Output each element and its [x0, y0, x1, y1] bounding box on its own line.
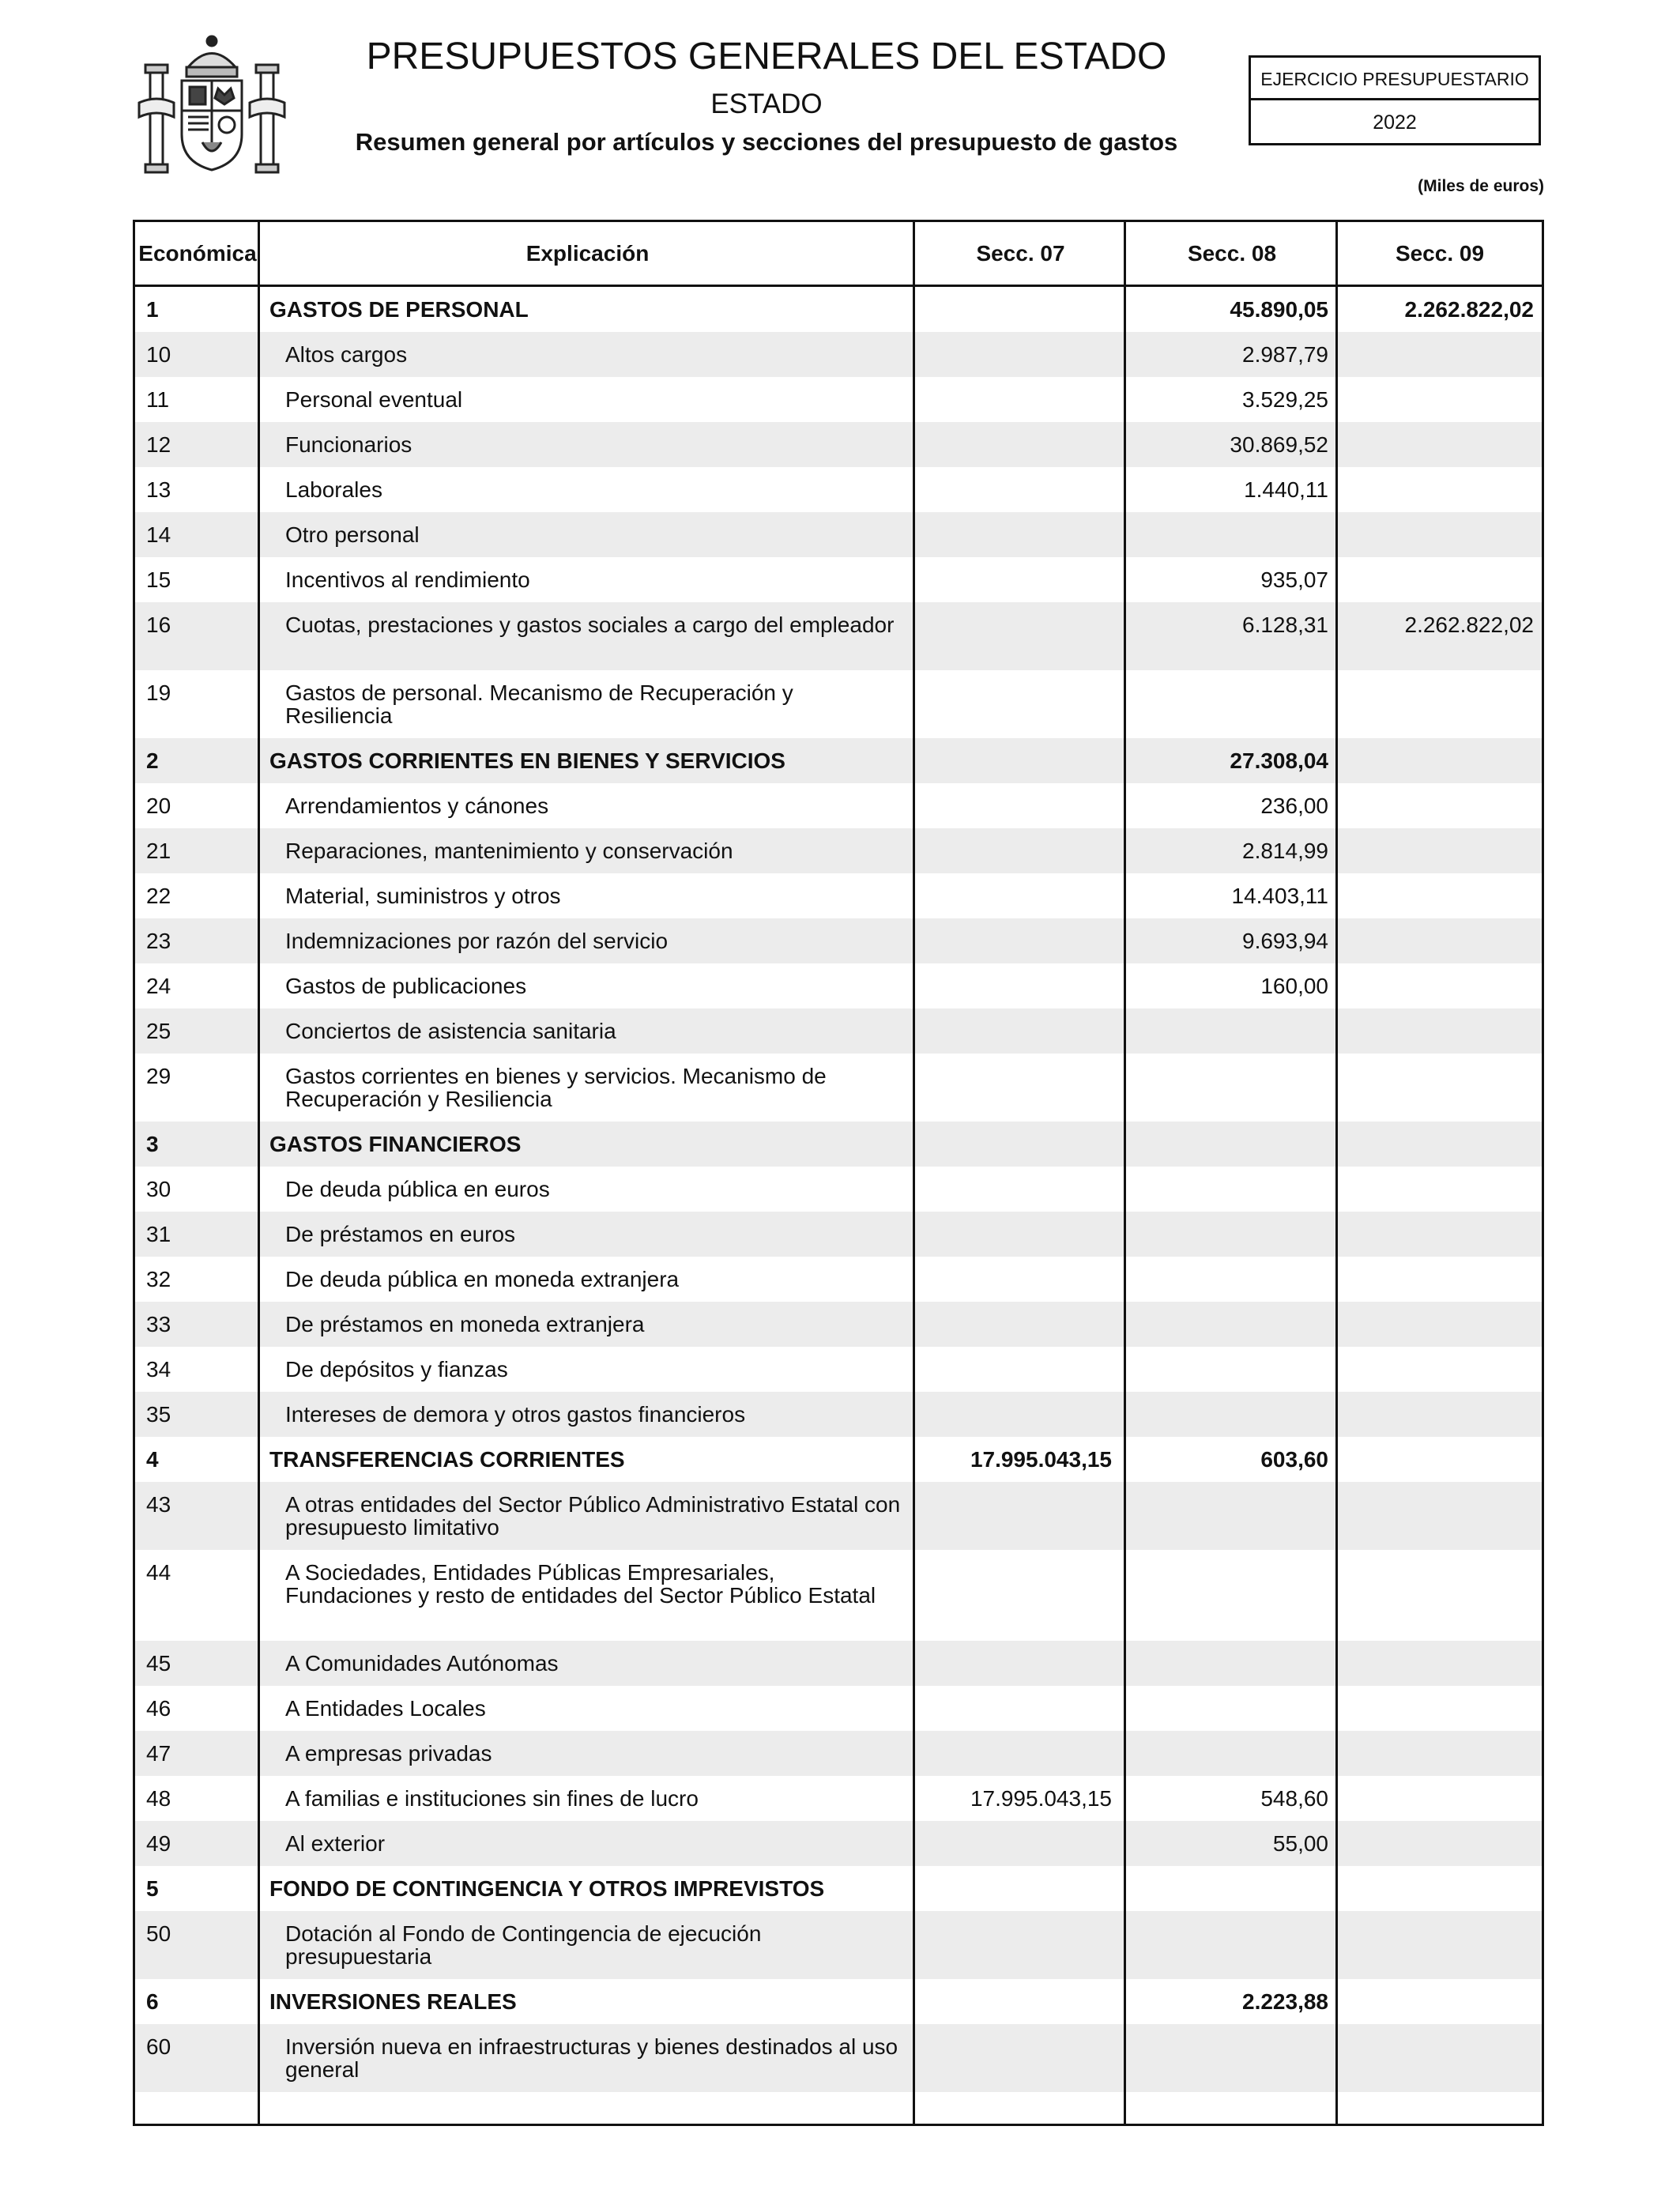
row-secc-07: [917, 828, 1112, 839]
row-secc-09: [1343, 1911, 1534, 1922]
row-secc-08: [1129, 1302, 1328, 1313]
table-row: [135, 422, 1542, 467]
row-secc-07: [917, 873, 1112, 884]
row-secc-07: [917, 1054, 1112, 1065]
row-code: 15: [146, 567, 171, 592]
row-secc-07: 17.995.043,15: [970, 1786, 1112, 1811]
row-secc-07: [917, 602, 1112, 613]
row-secc-09: [1343, 332, 1534, 343]
row-code: 49: [146, 1831, 171, 1856]
row-secc-08: [1129, 1911, 1328, 1922]
row-code: 47: [146, 1741, 171, 1766]
row-explanation: Altos cargos: [285, 342, 408, 367]
row-code: 6: [146, 1989, 159, 2014]
row-secc-08: 160,00: [1260, 974, 1328, 998]
row-code: 23: [146, 929, 171, 953]
row-explanation: Gastos de publicaciones: [285, 974, 527, 998]
row-code: 48: [146, 1786, 171, 1811]
row-explanation: Conciertos de asistencia sanitaria: [285, 1019, 616, 1043]
row-explanation: De deuda pública en euros: [285, 1177, 550, 1201]
row-code: 46: [146, 1696, 171, 1721]
row-secc-09: [1343, 963, 1534, 974]
row-secc-09: [1343, 2024, 1534, 2035]
page-description: Resumen general por artículos y secciones del presupuesto de gastos: [355, 128, 1178, 156]
row-explanation: Al exterior: [285, 1831, 386, 1856]
row-explanation: GASTOS FINANCIEROS: [269, 1132, 522, 1156]
row-code: 60: [146, 2034, 171, 2059]
row-secc-08: [1129, 1257, 1328, 1268]
column-header-secc-08: Secc. 08: [1187, 241, 1277, 266]
row-code: 11: [146, 387, 170, 412]
table-row: [135, 1167, 1542, 1212]
row-secc-09: [1343, 1866, 1534, 1877]
row-secc-08: [1129, 1731, 1328, 1742]
row-secc-08: 935,07: [1260, 567, 1328, 592]
row-code: 19: [146, 680, 171, 705]
row-secc-07: [917, 1731, 1112, 1742]
table-row: [135, 2024, 1542, 2092]
row-code: 12: [146, 432, 171, 457]
fiscal-year-value: 2022: [1373, 111, 1417, 134]
row-code: 33: [146, 1312, 171, 1336]
row-code: 3: [146, 1132, 159, 1156]
row-secc-09: [1343, 1122, 1534, 1133]
table-row: [135, 377, 1542, 422]
table-row-chapter: [135, 738, 1542, 783]
row-secc-07: [917, 738, 1112, 749]
page-subtitle: ESTADO: [710, 89, 823, 119]
row-explanation: Indemnizaciones por razón del servicio: [285, 929, 669, 953]
row-secc-08: 2.987,79: [1242, 342, 1328, 367]
column-header-economica: Económica: [138, 241, 257, 266]
table-row: [135, 1821, 1542, 1866]
table-row-chapter: [135, 1437, 1542, 1482]
row-secc-07: [917, 1550, 1112, 1561]
row-code: 29: [146, 1064, 171, 1088]
table-row: [135, 918, 1542, 963]
row-secc-09: [1343, 918, 1534, 929]
row-code: 45: [146, 1651, 171, 1676]
row-secc-09: [1343, 1686, 1534, 1697]
row-secc-08: 55,00: [1272, 1831, 1328, 1856]
row-explanation: Laborales: [285, 477, 382, 502]
table-row: [135, 828, 1542, 873]
row-explanation: De depósitos y fianzas: [285, 1357, 508, 1382]
row-secc-09: [1343, 1776, 1534, 1787]
row-secc-07: [917, 1212, 1112, 1223]
row-explanation: Gastos de personal. Mecanismo de Recuperación y Resiliencia: [285, 680, 793, 728]
row-secc-09: [1343, 1641, 1534, 1652]
row-secc-07: [917, 1167, 1112, 1178]
row-secc-09: [1343, 467, 1534, 478]
row-secc-09: [1343, 1731, 1534, 1742]
row-explanation: INVERSIONES REALES: [269, 1989, 517, 2014]
row-secc-09: [1343, 1212, 1534, 1223]
table-row: [135, 1054, 1542, 1122]
row-secc-09: [1343, 1979, 1534, 1990]
row-secc-08: [1129, 1392, 1328, 1403]
row-explanation: A Sociedades, Entidades Públicas Empresariales, Fundaciones y resto de entidades del Sector Público Estatal: [285, 1560, 876, 1608]
row-secc-09: [1343, 1347, 1534, 1358]
row-secc-07: [917, 2024, 1112, 2035]
row-secc-07: [917, 1821, 1112, 1832]
row-secc-09: [1343, 1008, 1534, 1020]
row-secc-07: [917, 1482, 1112, 1493]
row-code: 24: [146, 974, 171, 998]
table-row: [135, 1911, 1542, 1979]
units-note: (Miles de euros): [1418, 177, 1544, 195]
row-secc-08: [1129, 1641, 1328, 1652]
table-row-chapter: [135, 287, 1542, 332]
fiscal-year-box: [1249, 55, 1541, 145]
row-code: 2: [146, 748, 159, 773]
row-secc-09: [1343, 1392, 1534, 1403]
row-secc-09: [1343, 1257, 1534, 1268]
table-row: [135, 1212, 1542, 1257]
row-secc-08: 14.403,11: [1231, 884, 1328, 908]
row-secc-08: [1129, 1347, 1328, 1358]
row-secc-08: [1129, 2024, 1328, 2035]
row-explanation: A familias e instituciones sin fines de lucro: [285, 1786, 699, 1811]
row-code: 22: [146, 884, 171, 908]
row-secc-09: [1343, 783, 1534, 794]
row-explanation: Otro personal: [285, 522, 420, 547]
table-row-chapter: [135, 1866, 1542, 1911]
column-divider: [913, 222, 915, 2124]
row-secc-09: 2.262.822,02: [1404, 613, 1534, 637]
table-row: [135, 512, 1542, 557]
row-secc-07: [917, 557, 1112, 568]
table-row: [135, 670, 1542, 738]
row-secc-09: [1343, 828, 1534, 839]
row-secc-08: [1129, 1122, 1328, 1133]
row-secc-07: [917, 512, 1112, 523]
row-explanation: Gastos corrientes en bienes y servicios. Mecanismo de Recuperación y Resiliencia: [285, 1064, 827, 1111]
table-row: [135, 602, 1542, 670]
row-explanation: Cuotas, prestaciones y gastos sociales a cargo del empleador: [285, 613, 895, 637]
row-secc-09: [1343, 512, 1534, 523]
row-explanation: Intereses de demora y otros gastos financieros: [285, 1402, 746, 1427]
row-secc-08: [1129, 512, 1328, 523]
row-secc-07: [917, 1866, 1112, 1877]
row-explanation: TRANSFERENCIAS CORRIENTES: [269, 1447, 625, 1472]
row-code: 25: [146, 1019, 171, 1043]
row-secc-07: [917, 1257, 1112, 1268]
row-explanation: De deuda pública en moneda extranjera: [285, 1267, 680, 1291]
row-code: 44: [146, 1560, 171, 1585]
row-secc-09: [1343, 670, 1534, 681]
row-secc-08: 6.128,31: [1242, 613, 1328, 637]
row-secc-09: [1343, 422, 1534, 433]
row-secc-08: [1129, 1167, 1328, 1178]
row-secc-08: 3.529,25: [1242, 387, 1328, 412]
row-explanation: Material, suministros y otros: [285, 884, 561, 908]
row-explanation: Arrendamientos y cánones: [285, 794, 549, 818]
row-secc-07: [917, 918, 1112, 929]
row-secc-08: [1129, 1212, 1328, 1223]
row-explanation: A empresas privadas: [285, 1741, 492, 1766]
row-code: 10: [146, 342, 171, 367]
row-secc-09: [1343, 1054, 1534, 1065]
row-code: 16: [146, 613, 171, 637]
row-secc-08: [1129, 1866, 1328, 1877]
row-secc-07: [917, 467, 1112, 478]
row-secc-08: [1129, 1482, 1328, 1493]
row-code: 13: [146, 477, 171, 502]
row-secc-09: [1343, 1437, 1534, 1448]
row-secc-07: [917, 422, 1112, 433]
row-explanation: Personal eventual: [285, 387, 463, 412]
row-secc-07: [917, 670, 1112, 681]
row-code: 5: [146, 1876, 159, 1901]
row-code: 50: [146, 1921, 171, 1946]
table-row: [135, 783, 1542, 828]
row-secc-07: [917, 377, 1112, 388]
row-secc-08: [1129, 1054, 1328, 1065]
table-header: [135, 222, 1542, 287]
column-divider: [1335, 222, 1338, 2124]
row-secc-07: [917, 1392, 1112, 1403]
row-secc-07: [917, 332, 1112, 343]
table-body: [135, 287, 1542, 2124]
row-code: 4: [146, 1447, 159, 1472]
row-secc-08: 236,00: [1260, 794, 1328, 818]
row-code: 30: [146, 1177, 171, 1201]
row-explanation: Funcionarios: [285, 432, 412, 457]
column-header-secc-09: Secc. 09: [1395, 241, 1485, 266]
table-row: [135, 1686, 1542, 1731]
row-explanation: A Entidades Locales: [285, 1696, 486, 1721]
row-secc-07: [917, 1686, 1112, 1697]
row-secc-08: 2.223,88: [1242, 1989, 1328, 2014]
row-secc-09: [1343, 1821, 1534, 1832]
table-row: [135, 332, 1542, 377]
row-explanation: A Comunidades Autónomas: [285, 1651, 559, 1676]
fiscal-year-label: EJERCICIO PRESUPUESTARIO: [1251, 58, 1539, 100]
row-code: 20: [146, 794, 171, 818]
row-explanation: Reparaciones, mantenimiento y conservación: [285, 839, 733, 863]
row-secc-09: 2.262.822,02: [1404, 297, 1534, 322]
column-divider: [258, 222, 260, 2124]
row-secc-08: 548,60: [1260, 1786, 1328, 1811]
row-code: 34: [146, 1357, 171, 1382]
table-row-chapter: [135, 1979, 1542, 2024]
table-row: [135, 557, 1542, 602]
table-row: [135, 1392, 1542, 1437]
row-secc-09: [1343, 738, 1534, 749]
row-code: 14: [146, 522, 171, 547]
budget-table: [133, 220, 1544, 2126]
row-secc-08: [1129, 670, 1328, 681]
row-explanation: De préstamos en moneda extranjera: [285, 1312, 645, 1336]
row-secc-09: [1343, 1550, 1534, 1561]
row-code: 1: [146, 297, 159, 322]
row-secc-08: [1129, 1008, 1328, 1020]
row-secc-09: [1343, 557, 1534, 568]
row-secc-09: [1343, 873, 1534, 884]
row-secc-09: [1343, 1302, 1534, 1313]
table-row: [135, 1302, 1542, 1347]
table-row: [135, 1008, 1542, 1054]
table-row: [135, 467, 1542, 512]
table-row: [135, 1482, 1542, 1550]
row-secc-08: 2.814,99: [1242, 839, 1328, 863]
row-secc-07: [917, 1008, 1112, 1020]
table-row: [135, 963, 1542, 1008]
row-secc-07: [917, 1347, 1112, 1358]
row-secc-08: 603,60: [1260, 1447, 1328, 1472]
row-secc-08: [1129, 1686, 1328, 1697]
row-explanation: Dotación al Fondo de Contingencia de ejecución presupuestaria: [285, 1921, 762, 1969]
column-header-secc-07: Secc. 07: [976, 241, 1065, 266]
row-code: 31: [146, 1222, 171, 1246]
row-explanation: Incentivos al rendimiento: [285, 567, 530, 592]
row-secc-07: [917, 1302, 1112, 1313]
row-explanation: GASTOS DE PERSONAL: [269, 297, 529, 322]
table-row: [135, 1347, 1542, 1392]
page-title: PRESUPUESTOS GENERALES DEL ESTADO: [366, 36, 1167, 77]
row-code: 35: [146, 1402, 171, 1427]
row-secc-07: [917, 1641, 1112, 1652]
table-row-chapter: [135, 1122, 1542, 1167]
row-secc-07: [917, 963, 1112, 974]
row-secc-07: [917, 1979, 1112, 1990]
row-secc-09: [1343, 1167, 1534, 1178]
row-secc-08: 30.869,52: [1230, 432, 1328, 457]
row-secc-07: [917, 1122, 1112, 1133]
row-explanation: Inversión nueva en infraestructuras y bienes destinados al uso general: [285, 2034, 898, 2082]
table-row: [135, 1550, 1542, 1641]
row-explanation: A otras entidades del Sector Público Administrativo Estatal con presupuesto limitativo: [285, 1492, 901, 1540]
column-header-explicacion: Explicación: [525, 241, 650, 266]
row-secc-07: [917, 287, 1112, 298]
table-row: [135, 1776, 1542, 1821]
row-secc-08: 45.890,05: [1230, 297, 1328, 322]
row-explanation: FONDO DE CONTINGENCIA Y OTROS IMPREVISTOS: [269, 1876, 825, 1901]
row-secc-08: 27.308,04: [1230, 748, 1328, 773]
row-secc-09: [1343, 1482, 1534, 1493]
row-secc-07: [917, 1911, 1112, 1922]
row-secc-09: [1343, 377, 1534, 388]
row-code: 43: [146, 1492, 171, 1517]
row-code: 32: [146, 1267, 171, 1291]
coat-of-arms-icon: [133, 24, 291, 182]
table-row: [135, 1641, 1542, 1686]
table-row: [135, 873, 1542, 918]
row-secc-08: 9.693,94: [1242, 929, 1328, 953]
row-secc-07: [917, 783, 1112, 794]
table-row: [135, 1257, 1542, 1302]
column-divider: [1124, 222, 1126, 2124]
row-secc-08: 1.440,11: [1244, 477, 1328, 502]
row-explanation: De préstamos en euros: [285, 1222, 516, 1246]
row-secc-08: [1129, 1550, 1328, 1561]
table-row: [135, 1731, 1542, 1776]
row-explanation: GASTOS CORRIENTES EN BIENES Y SERVICIOS: [269, 748, 785, 773]
row-secc-07: 17.995.043,15: [970, 1447, 1112, 1472]
row-code: 21: [146, 839, 171, 863]
